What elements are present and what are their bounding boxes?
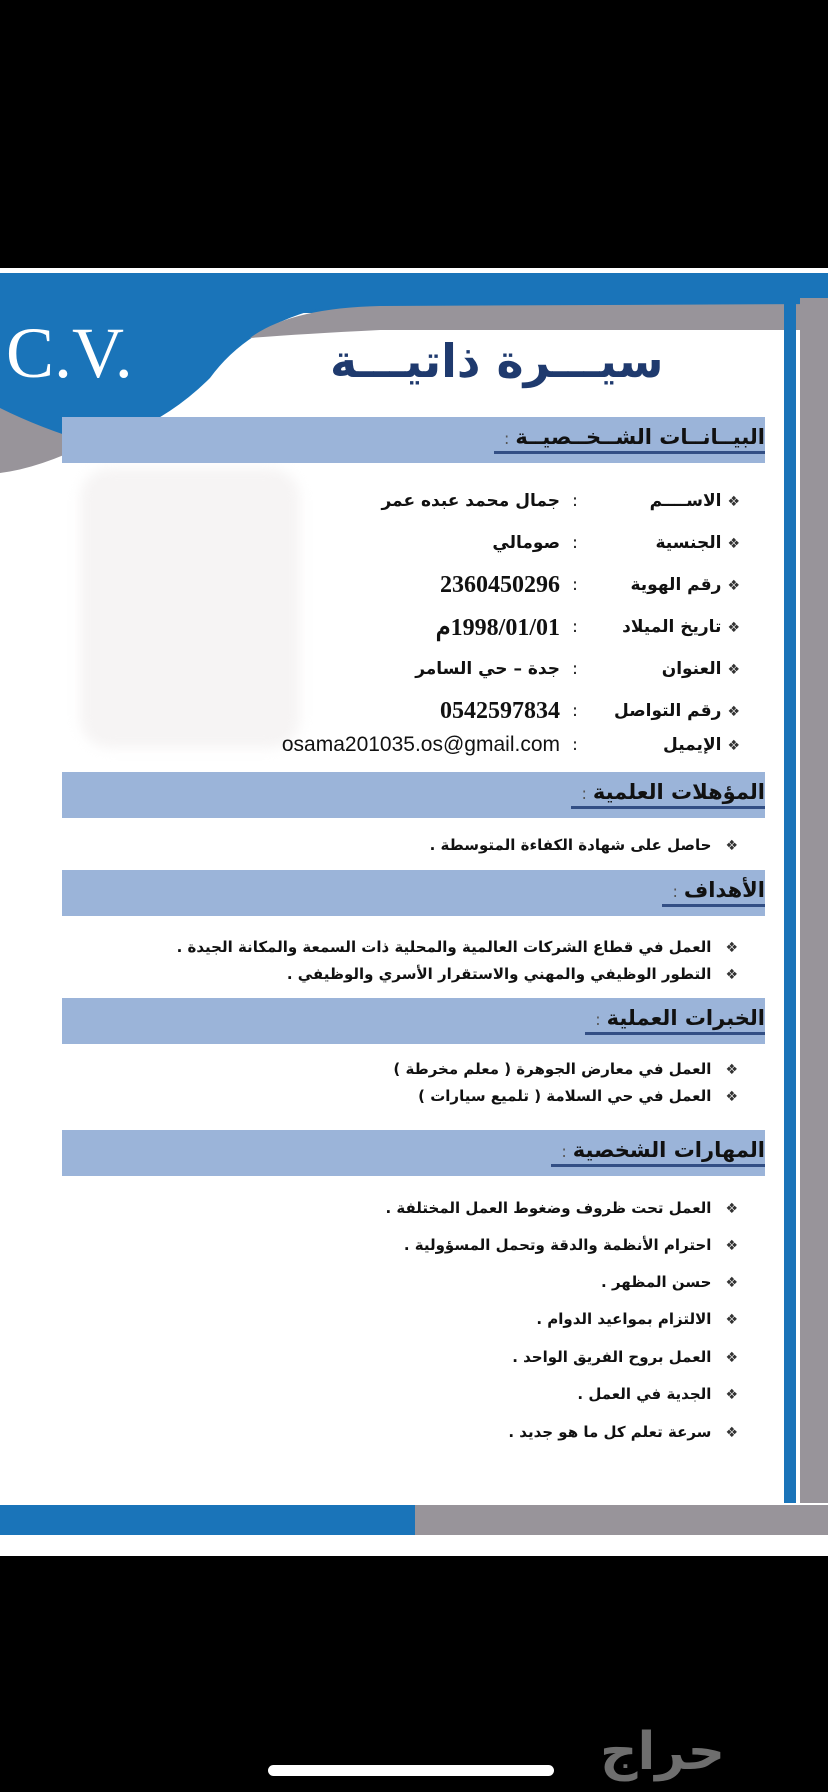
field-label: تاريخ الميلاد	[622, 617, 722, 637]
section-header-goals	[62, 870, 765, 916]
field-value: 2360450296	[440, 571, 560, 598]
item-text: العمل في حي السلامة ( تلميع سيارات )	[418, 1087, 712, 1105]
item-text: الالتزام بمواعيد الدوام .	[536, 1310, 712, 1328]
bullet-icon: ❖	[727, 578, 740, 594]
colon: :	[503, 429, 510, 448]
bullet-icon: ❖	[727, 662, 740, 678]
education-item	[430, 836, 738, 854]
experience-item	[393, 1060, 738, 1078]
bullet-icon: ❖	[725, 1350, 738, 1366]
skill-item	[577, 1385, 738, 1403]
section-header-personal	[62, 417, 765, 463]
section-title: الخبرات العملية	[606, 1006, 765, 1030]
bullet-icon: ❖	[727, 536, 740, 552]
colon: :	[581, 784, 587, 803]
personal-row-nationality: ❖الجنسية : صومالي	[492, 533, 740, 553]
section-title: الأهداف	[683, 878, 765, 902]
item-text: العمل في معارض الجوهرة ( معلم مخرطة )	[393, 1060, 712, 1078]
item-text: العمل بروح الفريق الواحد .	[512, 1348, 712, 1366]
colon: :	[672, 882, 678, 901]
personal-row-id: ❖رقم الهوية : 2360450296	[440, 571, 740, 598]
item-text: حاصل على شهادة الكفاءة المتوسطة .	[429, 836, 712, 854]
personal-row-birthdate: ❖تاريخ الميلاد : 1998/01/01م	[435, 614, 740, 641]
field-label: رقم التواصل	[614, 701, 722, 721]
personal-row-email: ❖الإيميل : osama201035.os@gmail.com	[281, 733, 740, 756]
section-header-skills	[62, 1130, 765, 1176]
personal-row-phone: ❖رقم التواصل : 0542597834	[440, 697, 740, 724]
section-title: المؤهلات العلمية	[592, 780, 765, 804]
bullet-icon: ❖	[725, 838, 738, 854]
goal-item	[177, 938, 738, 956]
item-text: العمل تحت ظروف وضغوط العمل المختلفة .	[385, 1199, 712, 1217]
item-text: سرعة تعلم كل ما هو جديد .	[508, 1423, 712, 1441]
field-value: جدة – حي السامر	[415, 659, 560, 679]
goal-item	[287, 965, 738, 983]
skill-item	[536, 1310, 738, 1328]
section-title: البيــانــات الشــخــصيــة	[515, 425, 765, 449]
colon: :	[561, 1142, 567, 1161]
bullet-icon: ❖	[727, 704, 740, 720]
field-value: 1998/01/01م	[435, 614, 560, 641]
field-value: صومالي	[492, 533, 560, 553]
bullet-icon: ❖	[725, 1238, 738, 1254]
field-value: 0542597834	[440, 697, 560, 724]
field-label: العنوان	[661, 659, 722, 679]
bullet-icon: ❖	[725, 1062, 738, 1078]
bullet-icon: ❖	[725, 1089, 738, 1105]
bullet-icon: ❖	[725, 940, 738, 956]
personal-row-address: ❖العنوان : جدة – حي السامر	[415, 659, 740, 679]
experience-item	[418, 1087, 738, 1105]
bullet-icon: ❖	[725, 967, 738, 983]
bullet-icon: ❖	[725, 1312, 738, 1328]
bullet-icon: ❖	[725, 1425, 738, 1441]
bullet-icon: ❖	[725, 1201, 738, 1217]
photo-placeholder	[80, 468, 300, 748]
colon: :	[595, 1010, 601, 1029]
section-header-experience	[62, 998, 765, 1044]
home-indicator[interactable]	[268, 1765, 554, 1776]
bullet-icon: ❖	[727, 738, 740, 754]
bullet-icon: ❖	[725, 1387, 738, 1403]
haraj-watermark-logo: حراج	[600, 1722, 726, 1782]
skill-item	[404, 1236, 738, 1254]
item-text: التطور الوظيفي والمهني والاستقرار الأسري والوظيفي .	[286, 965, 712, 983]
skill-item	[601, 1273, 738, 1291]
bullet-icon: ❖	[727, 494, 740, 510]
field-label: الإيميل	[663, 735, 722, 755]
field-value: osama201035.os@gmail.com	[281, 733, 560, 756]
field-label: الجنسية	[655, 533, 722, 553]
personal-row-name: ❖الاســــم : جمال محمد عبده عمر	[381, 491, 740, 511]
cv-label: C.V.	[6, 313, 133, 393]
skill-item	[512, 1348, 738, 1366]
field-value: جمال محمد عبده عمر	[381, 491, 560, 511]
section-header-education	[62, 772, 765, 818]
skill-item	[385, 1199, 738, 1217]
bullet-icon: ❖	[725, 1275, 738, 1291]
field-label: الاســــم	[649, 491, 722, 511]
item-text: الجدية في العمل .	[577, 1385, 712, 1403]
item-text: احترام الأنظمة والدقة وتحمل المسؤولية .	[403, 1236, 712, 1254]
field-label: رقم الهوية	[630, 575, 722, 595]
skill-item	[508, 1423, 738, 1441]
cv-title: سيـــرة ذاتيـــة	[330, 334, 664, 388]
section-title: المهارات الشخصية	[572, 1138, 765, 1162]
bullet-icon: ❖	[727, 620, 740, 636]
item-text: حسن المظهر .	[601, 1273, 712, 1291]
item-text: العمل في قطاع الشركات العالمية والمحلية ذات السمعة والمكانة الجيدة .	[176, 938, 712, 956]
